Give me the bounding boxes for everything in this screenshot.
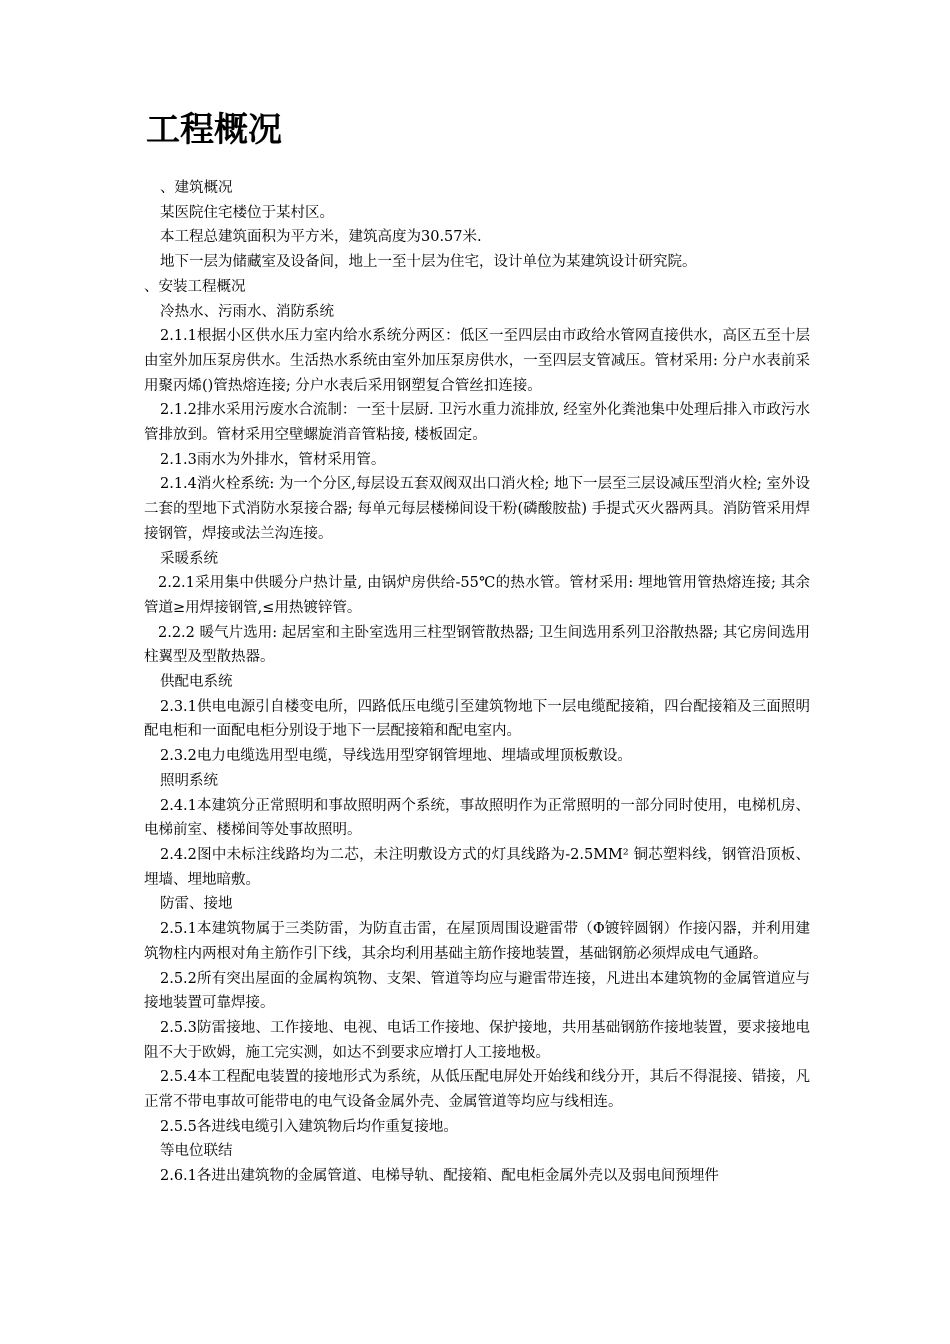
paragraph-2-3-2: 2.3.2电力电缆选用型电缆，导线选用型穿钢管埋地、埋墙或埋顶板敷设。 bbox=[160, 748, 632, 765]
page-title: 工程概况 bbox=[146, 110, 282, 150]
paragraph-2-4-1: 2.4.1本建筑分正常照明和事故照明两个系统，事故照明作为正常照明的一部分同时使用，电梯机房、电梯前室、楼梯间等处事故照明。 bbox=[144, 797, 810, 839]
paragraph-area: 本工程总建筑面积为平方米，建筑高度为30.57米. bbox=[160, 229, 482, 246]
heading-water-systems: 冷热水、污雨水、消防系统 bbox=[160, 303, 334, 320]
paragraph-2-5-3: 2.5.3防雷接地、工作接地、电视、电话工作接地、保护接地，共用基础钢筋作接地装置，要求接地电阻不大于欧姆，施工完实测，如达不到要求应增打人工接地极。 bbox=[144, 1019, 810, 1061]
paragraph-2-5-5: 2.5.5各进线电缆引入建筑物后均作重复接地。 bbox=[160, 1118, 458, 1135]
document-body bbox=[144, 176, 810, 1189]
paragraph-2-2-1: 2.2.1采用集中供暖分户热计量, 由锅炉房供给-55℃的热水管。管材采用: 埋地管用管热熔连接; 其余管道≥用焊接钢管,≤用热镀锌管。 bbox=[144, 575, 810, 616]
paragraph-2-2-2: 2.2.2 暖气片选用: 起居室和主卧室选用三柱型钢管散热器; 卫生间选用系列卫浴散热器; 其它房间选用柱翼型及型散热器。 bbox=[144, 624, 810, 666]
paragraph-2-6-1: 2.6.1各进出建筑物的金属管道、电梯导轨、配接箱、配电柜金属外壳以及弱电间预埋件 bbox=[160, 1168, 719, 1185]
heading-building-overview: 、建筑概况 bbox=[160, 180, 233, 196]
heading-equipotential: 等电位联结 bbox=[160, 1143, 233, 1160]
paragraph-2-1-2: 2.1.2排水采用污废水合流制：一至十层厨. 卫污水重力流排放, 经室外化粪池集中处理后排入市政污水管排放到。管材采用空壁螺旋消音管粘接, 楼板固定。 bbox=[144, 402, 810, 444]
heading-lighting: 照明系统 bbox=[160, 772, 218, 789]
paragraph-2-5-4: 2.5.4本工程配电装置的接地形式为系统，从低压配电屏处开始线和线分开，其后不得混接、错接，凡正常不带电事故可能带电的电气设备金属外壳、金属管道等均应与线相连。 bbox=[144, 1069, 810, 1111]
heading-installation-overview: 、安装工程概况 bbox=[144, 278, 246, 295]
paragraph-floors: 地下一层为储藏室及设备间，地上一至十层为住宅，设计单位为某建筑设计研究院。 bbox=[160, 254, 697, 271]
paragraph-2-5-2: 2.5.2所有突出屋面的金属构筑物、支架、管道等均应与避雷带连接，凡进出本建筑物的金属管道应与接地装置可靠焊接。 bbox=[144, 970, 810, 1012]
paragraph-location: 某医院住宅楼位于某村区。 bbox=[160, 204, 334, 221]
paragraph-2-5-1: 2.5.1本建筑物属于三类防雷，为防直击雷，在屋顶周围设避雷带（Φ镀锌圆钢）作接闪器，并利用建筑物柱内两根对角主筋作引下线，其余均利用基础主筋作接地装置，基础钢筋必须焊成电气通路。 bbox=[144, 921, 810, 962]
paragraph-2-3-1: 2.3.1供电电源引自楼变电所，四路低压电缆引至建筑物地下一层电缆配接箱，四台配接箱及三面照明配电柜和一面配电柜分别设于地下一层配接箱和配电室内。 bbox=[144, 698, 810, 740]
paragraph-2-1-1: 2.1.1根据小区供水压力室内给水系统分两区：低区一至四层由市政给水管网直接供水，高区五至十层由室外加压泵房供水。生活热水系统由室外加压泵房供水，一至四层支管减压。管材采用: 分户水表前采用聚丙烯()管热熔连接; 分户水表后采用钢塑复合管丝扣连接。 bbox=[144, 328, 810, 394]
paragraph-2-1-4: 2.1.4消火栓系统: 为一个分区,每层设五套双阀双出口消火栓; 地下一层至三层设减压型消火栓; 室外设二套的型地下式消防水泵接合器; 每单元每层楼梯间设干粉(磷酸胺盐) 手提式灭火器两具。消防管采用焊接钢管，焊接或法兰沟连接。 bbox=[144, 476, 810, 542]
paragraph-2-4-2: 2.4.2图中未标注线路均为二芯，未注明敷设方式的灯具线路为-2.5MM² 铜芯塑料线，钢管沿顶板、埋墙、埋地暗敷。 bbox=[144, 846, 810, 888]
heading-power-supply: 供配电系统 bbox=[160, 674, 233, 691]
paragraph-2-1-3: 2.1.3雨水为外排水，管材采用管。 bbox=[160, 451, 386, 468]
heading-lightning-grounding: 防雷、接地 bbox=[160, 896, 233, 913]
heading-heating: 采暖系统 bbox=[160, 550, 218, 567]
